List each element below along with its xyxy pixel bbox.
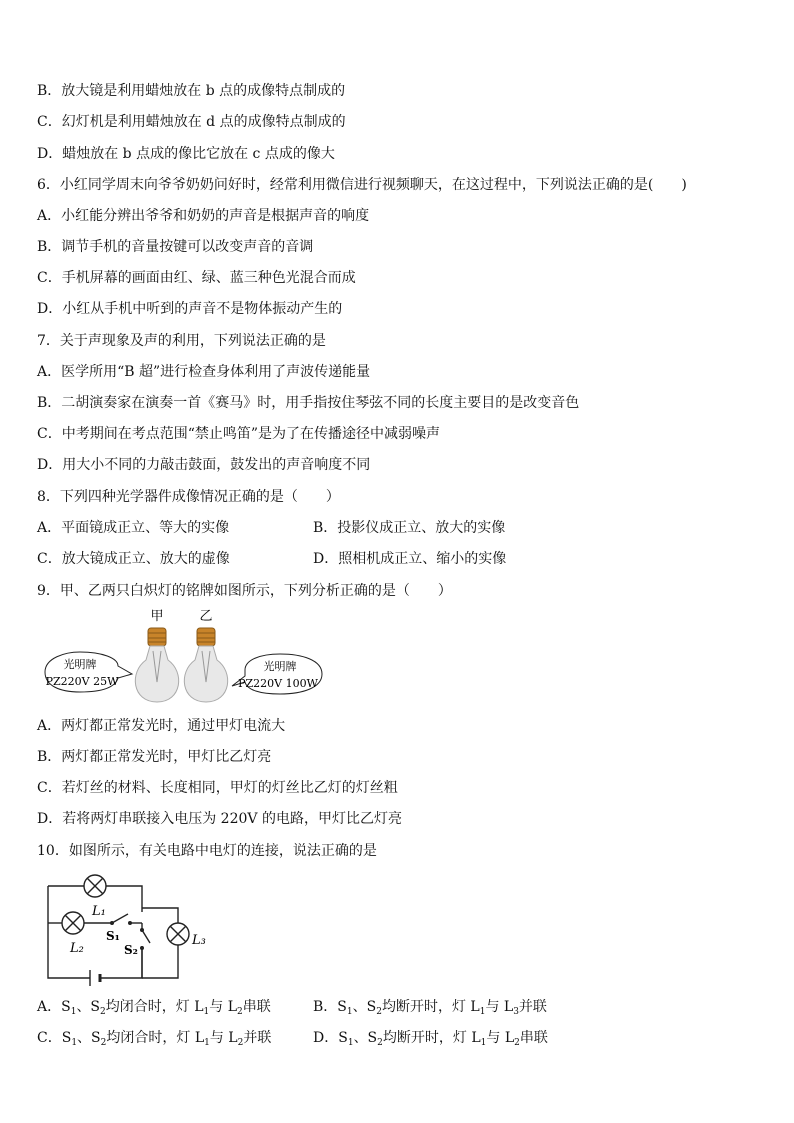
q6-option-a: A．小红能分辨出爷爷和奶奶的声音是根据声音的响度 — [37, 208, 370, 224]
q8-option-d: D．照相机成正立、缩小的实像 — [313, 551, 507, 567]
lamp-l3-icon — [167, 923, 189, 945]
q10-option-a: A．$S_1$、$S_2$均闭合时，灯 $L_1$与 $L_2$串联 — [37, 999, 271, 1017]
nameplate-yi-brand: 光明牌 — [263, 660, 297, 673]
nameplate-jia — [45, 652, 132, 692]
q8-option-a: A．平面镜成正立、等大的实像 — [37, 520, 230, 536]
q9-bulb-figure — [40, 606, 340, 706]
q5-option-c: C．幻灯机是利用蜡烛放在 d 点的成像特点制成的 — [37, 114, 346, 130]
q10-option-c: C．$S_1$、$S_2$均闭合时，灯 $L_1$与 $L_2$并联 — [37, 1030, 272, 1048]
q8-stem: 8．下列四种光学器件成像情况正确的是（ ） — [37, 489, 340, 505]
q9-option-d: D．若将两灯串联接入电压为 220V 的电路，甲灯比乙灯亮 — [37, 811, 402, 827]
q7-option-d: D．用大小不同的力敲击鼓面，鼓发出的声音响度不同 — [37, 457, 371, 473]
bulb-label-jia: 甲 — [150, 609, 164, 624]
q9-option-a: A．两灯都正常发光时，通过甲灯电流大 — [37, 718, 286, 734]
label-l2: L₂ — [70, 941, 84, 956]
q7-option-b: B．二胡演奏家在演奏一首《赛马》时，用手指按住琴弦不同的长度主要目的是改变音色 — [37, 395, 580, 411]
lamp-l2-icon — [62, 912, 84, 934]
q7-option-a: A．医学所用“B 超”进行检查身体利用了声波传递能量 — [37, 364, 371, 380]
q6-option-b: B．调节手机的音量按键可以改变声音的音调 — [37, 239, 314, 255]
battery-icon — [90, 970, 100, 986]
q6-option-d: D．小红从手机中听到的声音不是物体振动产生的 — [37, 301, 343, 317]
label-l3: L₃ — [192, 933, 206, 948]
label-s2: S₂ — [124, 943, 138, 957]
q7-option-c: C．中考期间在考点范围“禁止鸣笛”是为了在传播途径中减弱噪声 — [37, 426, 441, 442]
nameplate-yi — [232, 654, 322, 694]
nameplate-yi-spec: PZ220V 100W — [238, 677, 318, 690]
q8-option-c: C．放大镜成正立、放大的虚像 — [37, 551, 230, 567]
nameplate-jia-spec: PZ220V 25W — [45, 675, 119, 688]
q8-option-b: B．投影仪成正立、放大的实像 — [313, 520, 506, 536]
q7-stem: 7．关于声现象及声的利用，下列说法正确的是 — [37, 333, 326, 349]
q5-option-b: B．放大镜是利用蜡烛放在 b 点的成像特点制成的 — [37, 83, 346, 99]
label-l1: L₁ — [92, 904, 106, 919]
bulb-yi — [184, 628, 227, 702]
q6-stem: 6．小红同学周末向爷爷奶奶问好时，经常利用微信进行视频聊天，在这过程中，下列说法正确的是( ) — [37, 177, 687, 193]
q10-stem: 10．如图所示，有关电路中电灯的连接，说法正确的是 — [37, 843, 377, 859]
q6-option-c: C．手机屏幕的画面由红、绿、蓝三种色光混合而成 — [37, 270, 356, 286]
q9-option-b: B．两灯都正常发光时，甲灯比乙灯亮 — [37, 749, 272, 765]
q10-circuit-diagram — [40, 868, 220, 988]
label-s1: S₁ — [106, 929, 120, 943]
q9-option-c: C．若灯丝的材料、长度相同，甲灯的灯丝比乙灯的灯丝粗 — [37, 780, 398, 796]
q10-option-d: D．$S_1$、$S_2$均断开时，灯 $L_1$与 $L_2$串联 — [313, 1030, 548, 1048]
q5-option-d: D．蜡烛放在 b 点成的像比它放在 c 点成的像大 — [37, 146, 335, 162]
lamp-l1-icon — [84, 875, 106, 897]
nameplate-jia-brand: 光明牌 — [63, 658, 97, 671]
bulb-jia — [135, 628, 178, 702]
q10-option-b: B．$S_1$、$S_2$均断开时，灯 $L_1$与 $L_3$并联 — [313, 999, 547, 1017]
bulb-label-yi: 乙 — [199, 609, 213, 624]
q9-stem: 9．甲、乙两只白炽灯的铭牌如图所示，下列分析正确的是（ ） — [37, 583, 452, 599]
